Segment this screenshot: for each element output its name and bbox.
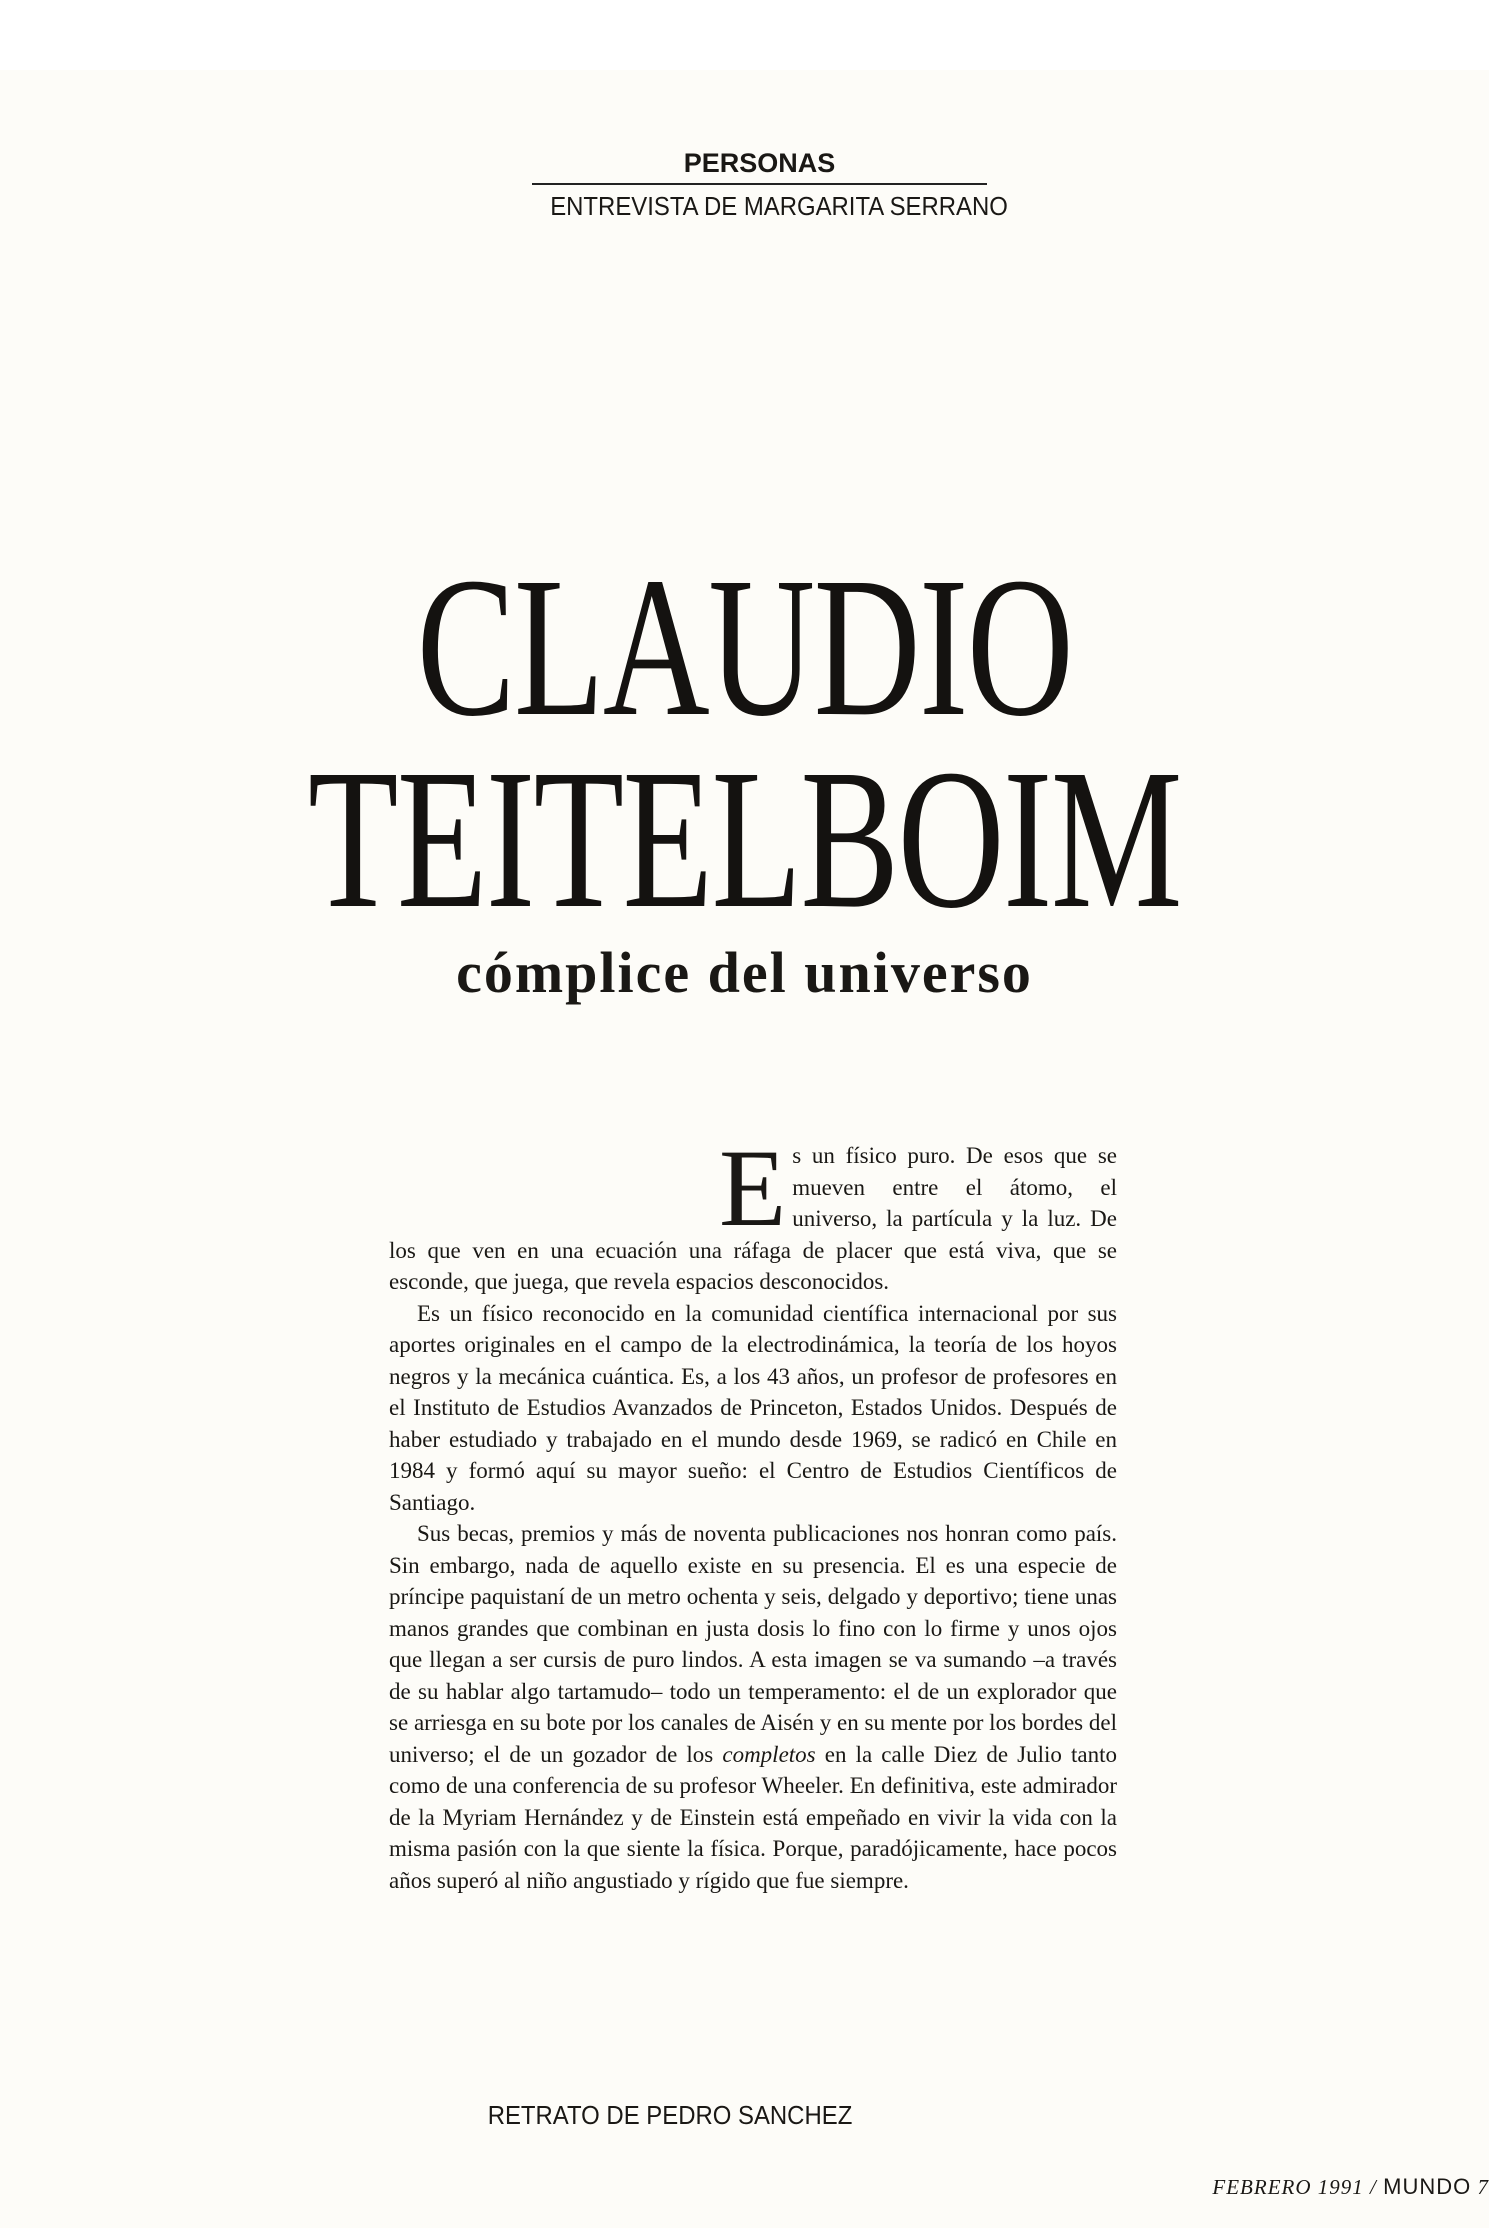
lead-paragraph-wrap bbox=[389, 1127, 1117, 1298]
drop-cap: E bbox=[719, 1127, 787, 1249]
title-last-name: TEITELBOIM bbox=[308, 729, 1181, 950]
article-header bbox=[532, 148, 1008, 221]
article-subtitle: cómplice del universo bbox=[456, 940, 1033, 1005]
folio-separator: / bbox=[1370, 2175, 1377, 2199]
lead-paragraph: s un físico puro. De esos que se mueven entre el átomo, el universo, la partícula y la luz. De los que ven en una ecuación una ráfaga de placer que está viva, que se esconde, que juega, que revela espacios desconocidos. bbox=[389, 1143, 1117, 1294]
interview-byline: ENTREVISTA DE MARGARITA SERRANO bbox=[550, 191, 1008, 221]
page-folio bbox=[1212, 2176, 1489, 2198]
photo-credit: RETRATO DE PEDRO SANCHEZ bbox=[487, 2100, 853, 2130]
paragraph-2: Es un físico reconocido en la comunidad científica internacional por sus aportes originales en el campo de la electrodinámica, la teoría de los hoyos negros y la mecánica cuántica. Es, a los 43 años, un profesor de profesores en el Instituto de Estudios Avanzados de Princeton, Estados Unidos. Después de haber estudiado y trabajado en el mundo desde 1969, se radicó en Chile en 1984 y formó aquí su mayor sueño: el Centro de Estudios Científicos de Santiago. bbox=[389, 1300, 1117, 1515]
section-label: PERSONAS bbox=[683, 148, 836, 178]
italic-term: completos bbox=[722, 1741, 816, 1767]
article-body bbox=[389, 1127, 1118, 1896]
issue-date: FEBRERO 1991 bbox=[1212, 2175, 1364, 2199]
paragraph-3: Sus becas, premios y más de noventa publicaciones nos honran como país. Sin embargo, nada de aquello existe en su presencia. El es una especie de príncipe paquistaní de un metro ochenta y seis, delgado y deportivo; tiene unas manos grandes que combinan en justa dosis lo fino con lo firme y unos ojos que llegan a ser cursis de puro lindos. A esta imagen se va sumando –a través de su hablar algo tartamudo– todo un temperamento: el de un explorador que se arriesga en su bote por los canales de Aisén y en su mente por los bordes del universo; el de un gozador de los completos en la calle Diez de Julio tanto como de una conferencia de su profesor Wheeler. En definitiva, este admirador de la Myriam Hernández y de Einstein está empeñado en vivir la vida con la misma pasión con la que siente la física. Porque, paradójicamente, hace pocos años superó al niño angustiado y rígido que fue siempre. bbox=[389, 1521, 1118, 1893]
magazine-name: MUNDO bbox=[1383, 2174, 1472, 2199]
page-top-margin bbox=[0, 0, 1489, 70]
title-first-name: CLAUDIO bbox=[416, 537, 1073, 758]
page-number: 7 bbox=[1477, 2175, 1489, 2199]
